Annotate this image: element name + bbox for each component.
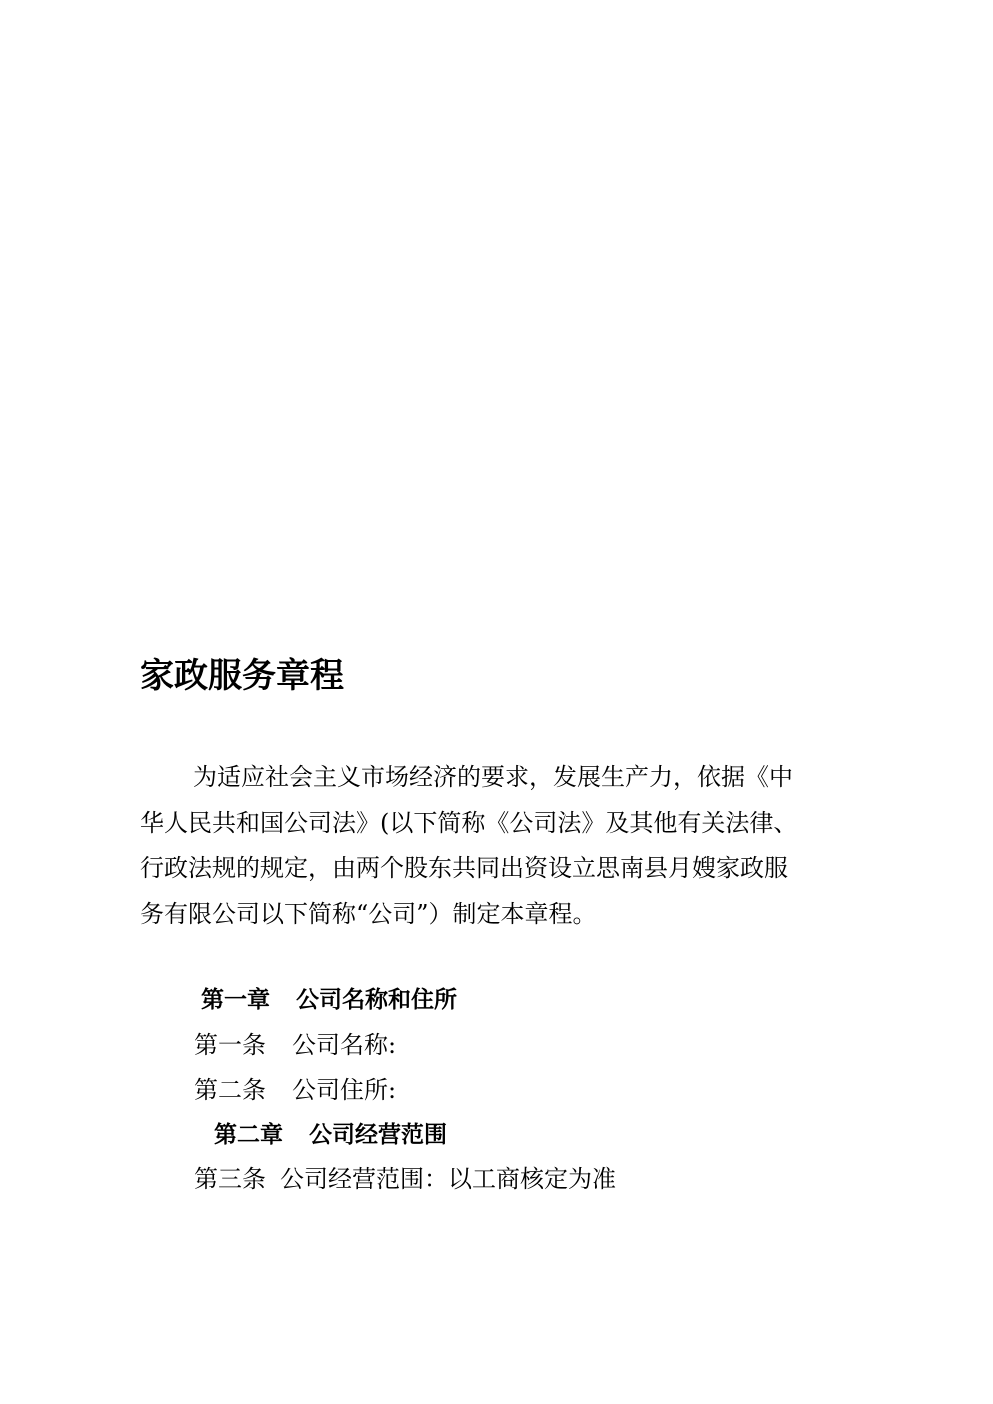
chapter-name: 公司经营范围 — [309, 1122, 447, 1148]
article-2 — [194, 1073, 396, 1107]
article-text: 公司住所: — [292, 1076, 397, 1104]
chapter-name: 公司名称和住所 — [296, 987, 457, 1013]
intro-paragraph — [140, 755, 864, 937]
chapter-number: 第二章 — [214, 1122, 283, 1148]
article-3 — [194, 1162, 616, 1196]
intro-line: 务有限公司以下简称“公司”）制定本章程。 — [140, 899, 597, 928]
chapter-heading-1 — [201, 984, 457, 1016]
article-number: 第三条 — [194, 1165, 266, 1193]
document-title: 家政服务章程 — [140, 656, 344, 696]
article-number: 第二条 — [194, 1076, 266, 1104]
article-number: 第一条 — [194, 1031, 266, 1059]
article-text: 公司经营范围：以工商核定为准 — [280, 1165, 616, 1193]
article-1 — [194, 1028, 396, 1062]
intro-line: 行政法规的规定，由两个股东共同出资设立思南县月嫂家政服 — [140, 854, 788, 882]
intro-line: 华人民共和国公司法》(以下简称《公司法》及其他有关法律、 — [140, 808, 798, 837]
intro-line: 为适应社会主义市场经济的要求，发展生产力，依据《中 — [193, 763, 793, 791]
article-text: 公司名称: — [292, 1031, 397, 1059]
chapter-number: 第一章 — [201, 987, 270, 1013]
chapter-heading-2 — [214, 1119, 447, 1151]
